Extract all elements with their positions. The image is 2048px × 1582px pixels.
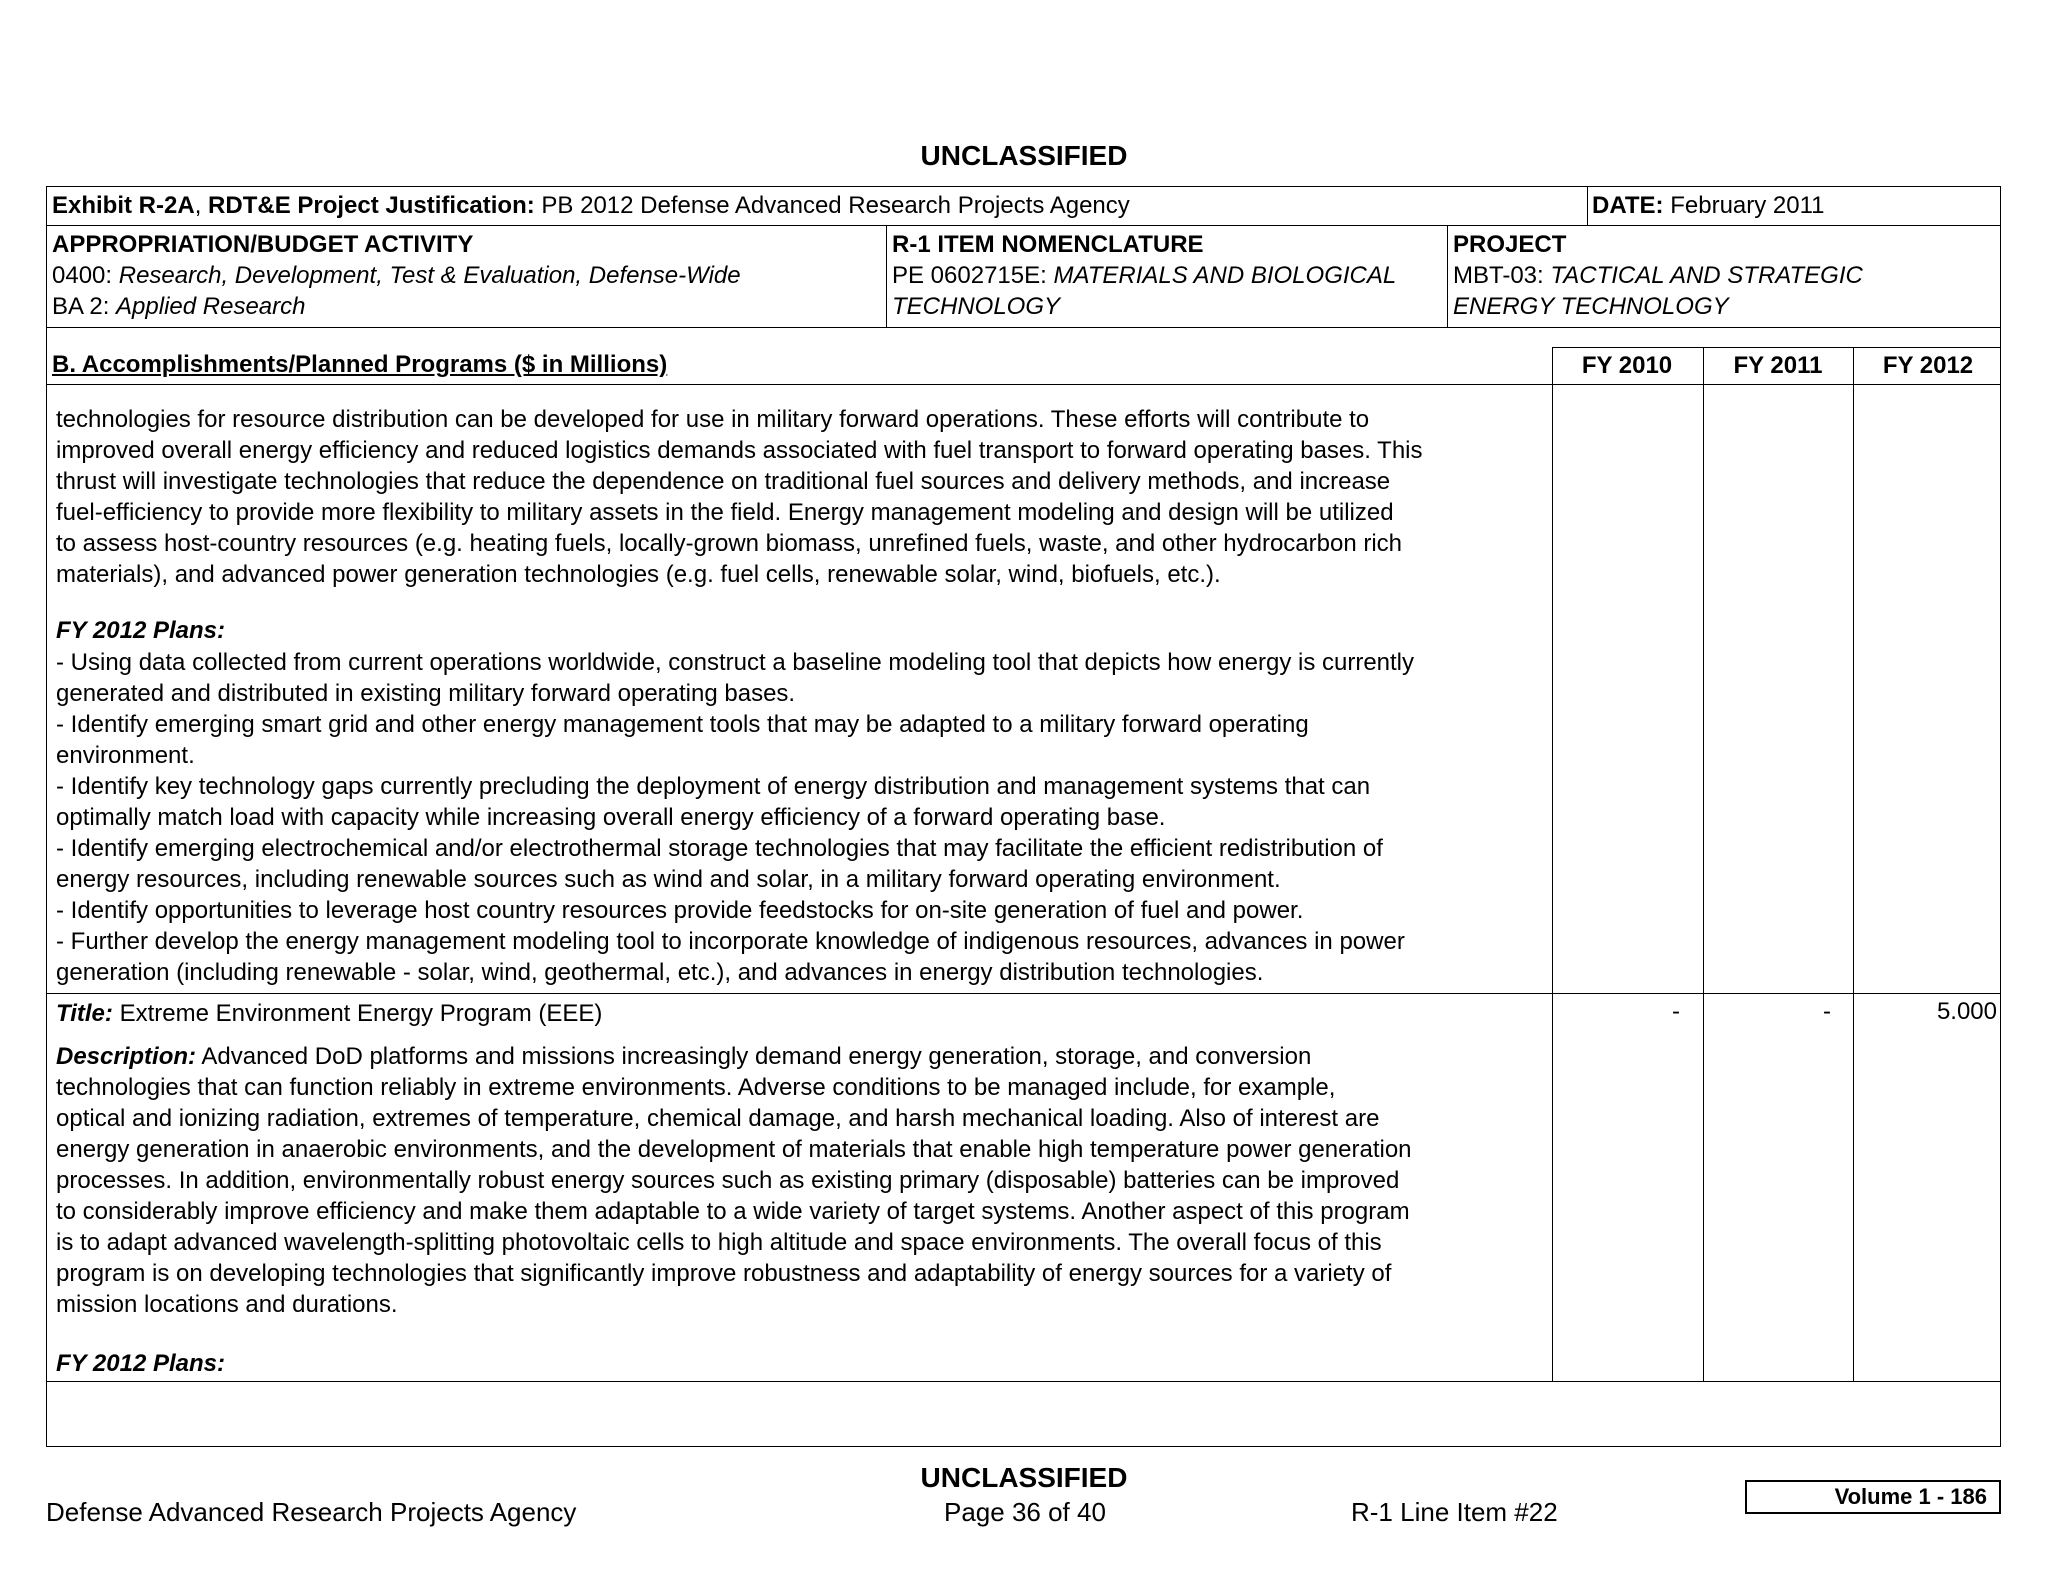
plan-line: - Identify opportunities to leverage host country resources provide feedstocks for on-site generation of fuel and power.: [56, 897, 1304, 924]
project-name-line2: ENERGY TECHNOLOGY: [1453, 293, 1729, 320]
rule-block2: [46, 1381, 2001, 1382]
rule-block1: [46, 993, 2001, 994]
rule-header: [46, 225, 2001, 226]
plan-line: - Using data collected from current operations worldwide, construct a baseline modeling tool that depicts how energy is currently: [56, 649, 1415, 676]
col-header-fy2011: FY 2011: [1733, 352, 1823, 379]
appropriation-label: APPROPRIATION/BUDGET ACTIVITY: [52, 231, 474, 258]
text-line: materials), and advanced power generation technologies (e.g. fuel cells, renewable solar, wind, biofuels, etc.).: [56, 561, 1221, 588]
footer-line-item: R-1 Line Item #22: [1351, 1497, 1558, 1527]
plan-line: optimally match load with capacity while increasing overall energy efficiency of a forward operating base.: [56, 804, 1166, 831]
appropriation-code: 0400:: [52, 262, 119, 289]
exhibit-label: Exhibit R-2A: [52, 192, 195, 219]
r1-name-line1: MATERIALS AND BIOLOGICAL: [1053, 262, 1397, 289]
footer-volume-box: Volume 1 - 186: [1745, 1480, 2001, 1514]
text-line: processes. In addition, environmentally robust energy sources such as existing primary (disposable) batteries can be improved: [56, 1167, 1400, 1194]
block2-title-value: Extreme Environment Energy Program (EEE): [112, 1000, 603, 1027]
plan-line: - Further develop the energy management modeling tool to incorporate knowledge of indigenous resources, advances in power: [56, 928, 1405, 955]
text-line: thrust will investigate technologies that reduce the dependence on traditional fuel sources and delivery methods, and increase: [56, 468, 1391, 495]
rule-col-fy2012: [1853, 347, 1854, 1381]
rule-fy-top: [1552, 347, 2001, 348]
justification-value: PB 2012 Defense Advanced Research Projects Agency: [534, 192, 1130, 219]
exhibit-title: [52, 190, 1130, 221]
rule-r1-sep: [886, 225, 887, 327]
block2-fy2010-value: -: [1672, 998, 1680, 1025]
block1-plans-list: [56, 647, 1556, 988]
text-line: optical and ionizing radiation, extremes of temperature, chemical damage, and harsh mechanical loading. Also of interest are: [56, 1105, 1380, 1132]
description-first-line: [56, 1041, 1556, 1072]
ba-code: BA 2:: [52, 293, 117, 320]
r1-label: R-1 ITEM NOMENCLATURE: [892, 231, 1204, 258]
rule-project-sep: [1447, 225, 1448, 327]
block2-plans-label: FY 2012 Plans:: [56, 1350, 225, 1377]
text-line: improved overall energy efficiency and reduced logistics demands associated with fuel transport to forward operating bases. This: [56, 437, 1423, 464]
plan-line: - Identify emerging smart grid and other energy management tools that may be adapted to a military forward operating: [56, 711, 1309, 738]
plan-line: energy resources, including renewable sources such as wind and solar, in a military forward operating environment.: [56, 866, 1281, 893]
exhibit-sep: ,: [194, 192, 209, 219]
footer-agency: Defense Advanced Research Projects Agency: [46, 1497, 577, 1527]
appropriation-name: Research, Development, Test & Evaluation, Defense-Wide: [118, 262, 741, 289]
block2-description-label: Description:: [56, 1043, 197, 1070]
col-header-fy2010: FY 2010: [1581, 352, 1673, 379]
project-name-line1: TACTICAL AND STRATEGIC: [1550, 262, 1863, 289]
block1-plans-label: FY 2012 Plans:: [56, 617, 225, 644]
rule-section: [46, 384, 2001, 385]
col-header-fy2012: FY 2012: [1882, 352, 1974, 379]
text-line: mission locations and durations.: [56, 1291, 398, 1318]
text-line: to assess host-country resources (e.g. heating fuels, locally-grown biomass, unrefined fuels, waste, and other hydrocarbon rich: [56, 530, 1403, 557]
ba-name: Applied Research: [116, 293, 306, 320]
r1-code: PE 0602715E:: [892, 262, 1054, 289]
text-line: technologies for resource distribution can be developed for use in military forward operations. These efforts will contribute to: [56, 406, 1370, 433]
footer-page-number: Page 36 of 40: [944, 1497, 1106, 1527]
text-line: technologies that can function reliably in extreme environments. Adverse conditions to be managed include, for example,: [56, 1074, 1336, 1101]
block2-fy2011-value: -: [1823, 998, 1831, 1025]
plan-line: generated and distributed in existing military forward operating bases.: [56, 680, 796, 707]
block2-description: [56, 1041, 1556, 1320]
text-line: to considerably improve efficiency and make them adaptable to a wide variety of target systems. Another aspect of this program: [56, 1198, 1410, 1225]
section-title: B. Accomplishments/Planned Programs ($ in Millions): [52, 351, 668, 378]
block2-description-first: Advanced DoD platforms and missions increasingly demand energy generation, storage, and conversion: [196, 1043, 1312, 1070]
project-label: PROJECT: [1453, 231, 1567, 258]
classification-top: UNCLASSIFIED: [920, 140, 1128, 171]
block2-title-label: Title:: [56, 1000, 113, 1027]
plan-line: - Identify emerging electrochemical and/or electrothermal storage technologies that may facilitate the efficient redistribution of: [56, 835, 1383, 862]
rule-info: [46, 327, 2001, 328]
project-code: MBT-03:: [1453, 262, 1551, 289]
classification-bottom: UNCLASSIFIED: [920, 1462, 1128, 1493]
rule-date-sep: [1587, 186, 1588, 225]
plan-line: - Identify key technology gaps currently precluding the deployment of energy distribution and management systems that can: [56, 773, 1371, 800]
justification-label: RDT&E Project Justification:: [208, 192, 535, 219]
block1-description: [56, 404, 1556, 590]
r1-value: [892, 260, 1396, 291]
plan-line: generation (including renewable - solar, wind, geothermal, etc.), and advances in energy distribution technologies.: [56, 959, 1264, 986]
rule-col-fy2011: [1703, 347, 1704, 1381]
budget-activity: [52, 291, 306, 322]
block2-fy2012-value: 5.000: [1936, 998, 1997, 1025]
text-line: fuel-efficiency to provide more flexibility to military assets in the field. Energy management modeling and design will be utilized: [56, 499, 1394, 526]
plan-line: environment.: [56, 742, 195, 769]
project-value: [1453, 260, 1863, 291]
text-line: program is on developing technologies that significantly improve robustness and adaptability of energy sources for a variety of: [56, 1260, 1392, 1287]
appropriation-value: [52, 260, 741, 291]
text-line: is to adapt advanced wavelength-splitting photovoltaic cells to high altitude and space environments. The overall focus of this: [56, 1229, 1382, 1256]
text-line: energy generation in anaerobic environments, and the development of materials that enable high temperature power generation: [56, 1136, 1412, 1163]
date-field: [1592, 190, 1825, 221]
date-value: February 2011: [1663, 192, 1825, 219]
block2-title: [56, 998, 602, 1029]
date-label: DATE:: [1592, 192, 1664, 219]
r1-name-line2: TECHNOLOGY: [892, 293, 1061, 320]
